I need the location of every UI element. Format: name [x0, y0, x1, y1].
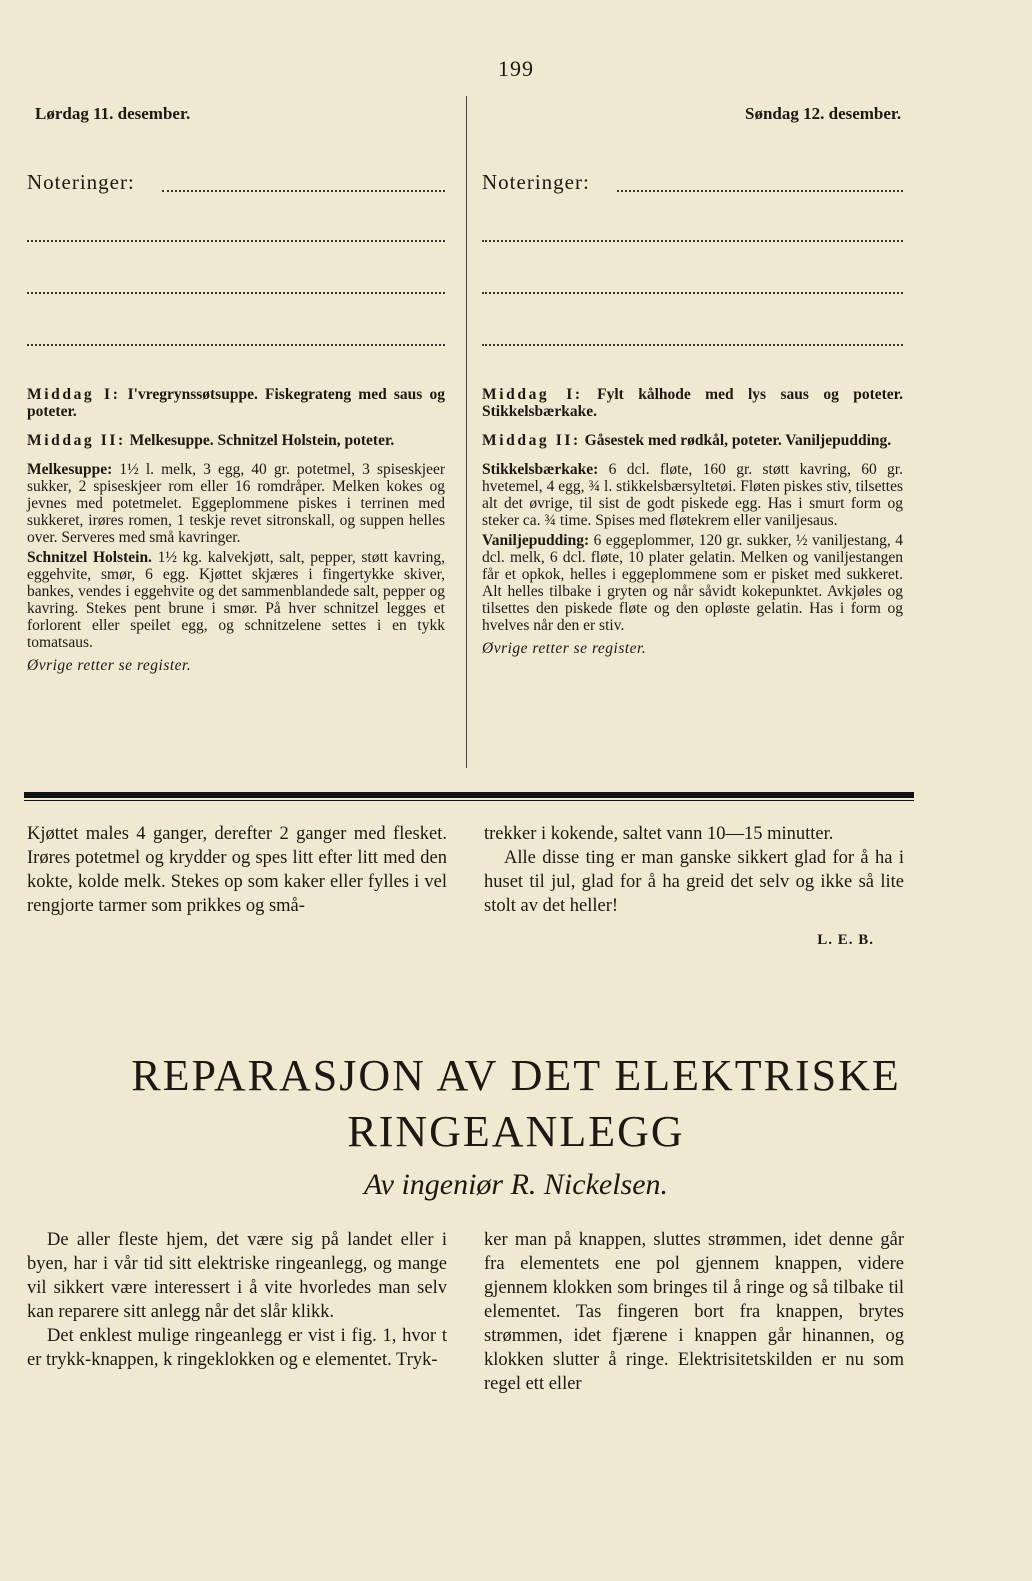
right-recipe-1-label: Stikkelsbærkake:	[482, 461, 599, 478]
right-menu-2-label: Middag II:	[482, 432, 581, 449]
left-recipe-2-text: 1½ kg. kalvekjøtt, salt, pepper, støtt kavring, eggehvite, smør, 6 egg. Kjøttet skjæres i fingertykke skiver, bankes, vendes i eggehvite og det sammenblandede salt, pepper og kavring. Stekes pent brune i smør. På hver schnitzel legges et forlorent eller speilet egg, og schnitzelene settes i en tykk tomatsaus.	[27, 549, 445, 651]
left-notes-label: Noteringer:	[27, 170, 135, 194]
article-left-column	[27, 1228, 447, 1372]
article-byline: Av ingeniør R. Nickelsen.	[363, 1168, 669, 1201]
right-notes-line-2	[482, 240, 903, 242]
right-notes-line-4	[482, 344, 903, 346]
left-notes-line-1	[162, 190, 445, 192]
left-notes-line-3	[27, 292, 445, 294]
left-menu-1	[27, 386, 445, 420]
continuation-left-text: Kjøttet males 4 ganger, derefter 2 ganger med flesket. Irøres potetmel og krydder og spes litt efter litt med den kokte, kolde melk. Stekes op som kaker eller fylles i vel rengjorte tarmer som prikkes og små-	[27, 824, 447, 916]
article-left-p2: Det enklest mulige ringeanlegg er vist i fig. 1, hvor t er trykk-knappen, k ringeklokken og e elementet. Tryk-	[27, 1326, 447, 1370]
right-recipe-1-text: 6 dcl. fløte, 160 gr. støtt kavring, 60 gr. hvetemel, 4 egg, ¾ l. stikkelsbærsyltetøi. Fløten piskes stiv, tilsettes alt det øvrige, til sist de godt piskede egg. Has i smurt form og steker ca. ¾ time. Spises med fløtekrem eller vaniljesaus.	[482, 461, 903, 529]
column-divider	[466, 96, 467, 768]
section-rule	[24, 792, 914, 798]
right-menu-2	[482, 432, 903, 449]
left-notes-line-4	[27, 344, 445, 346]
continuation-right	[484, 822, 904, 952]
right-register-note: Øvrige retter se register.	[482, 640, 647, 657]
left-menu-1-label: Middag I:	[27, 386, 121, 403]
article-title	[0, 1048, 1032, 1160]
page-number: 199	[498, 56, 534, 81]
right-recipe-2-text: 6 eggeplommer, 120 gr. sukker, ½ vaniljestang, 4 dcl. melk, 6 dcl. fløte, 10 plater gelatin. Melken og vaniljestangen får et opkok, helles i eggeplommene som er pisket med sukkeret. Alt helles tilbake i gryten og når såvidt kokepunktet. Avkjøles og tilsettes den piskede fløte og den opløste gelatin. Has i form og hvelves når den er stiv.	[482, 532, 903, 634]
signature: L. E. B.	[817, 932, 874, 948]
left-menu-2-text: Melkesuppe. Schnitzel Holstein, poteter.	[129, 432, 395, 449]
left-recipes	[27, 386, 445, 677]
article-left-p1: De aller fleste hjem, det være sig på landet eller i byen, har i vår tid sitt elektriske ringeanlegg, og mange vil sikkert være interessert i å vite hvorledes man selv kan reparere sitt anlegg når det slår klikk.	[27, 1230, 447, 1322]
section-rule-thin	[24, 800, 914, 801]
right-menu-1-label: Middag I:	[482, 386, 583, 403]
right-day-heading: Søndag 12. desember.	[745, 104, 902, 123]
left-recipe-1-label: Melkesuppe:	[27, 461, 113, 478]
left-menu-2	[27, 432, 445, 449]
right-recipes	[482, 386, 903, 660]
left-notes-line-2	[27, 240, 445, 242]
left-recipe-2-label: Schnitzel Holstein.	[27, 549, 152, 566]
article-right-column	[484, 1228, 904, 1396]
article-right-p1: ker man på knappen, sluttes strømmen, idet denne går fra elementets ene pol gjennem knappen, videre gjennem klokken som bringes til å ringe og så tilbake til elementet. Tas fingeren bort fra knappen, brytes strømmen, idet fjærene i knappen går hinannen, og klokken slutter å ringe. Elektrisitetskilden er nu som regel ett eller	[484, 1230, 904, 1394]
left-recipe-1-text: 1½ l. melk, 3 egg, 40 gr. potetmel, 3 spiseskjeer sukker, 2 spiseskjeer rom eller 16 romdråper. Melken kokes og jevnes med potetmelet. Eggeplommene piskes i terrinen med sukkeret, irøres romen, 1 teskje revet sitronskall, og suppen helles over. Serveres med små kavringer.	[27, 461, 446, 546]
left-menu-1-text: I'vregrynssøtsuppe. Fiskegrateng med saus og poteter.	[27, 386, 445, 420]
article-title-line-2: RINGEANLEGG	[347, 1107, 685, 1156]
right-menu-1-text: Fylt kålhode med lys saus og poteter. Stikkelsbærkake.	[482, 386, 904, 420]
continuation-right-p1: trekker i kokende, saltet vann 10—15 minutter.	[484, 824, 834, 844]
right-notes-line-1	[617, 190, 903, 192]
right-recipe-2	[482, 532, 903, 634]
right-menu-1	[482, 386, 903, 420]
left-menu-2-label: Middag II:	[27, 432, 126, 449]
continuation-right-p2: Alle disse ting er man ganske sikkert glad for å ha i huset til jul, glad for å ha greid det selv og ikke så lite stolt av det heller!	[484, 848, 904, 916]
left-day-heading: Lørdag 11. desember.	[35, 104, 191, 123]
continuation-left	[27, 822, 447, 918]
left-recipe-1	[27, 461, 445, 546]
right-recipe-1	[482, 461, 903, 529]
right-notes-line-3	[482, 292, 903, 294]
left-recipe-2	[27, 549, 445, 651]
left-register-note: Øvrige retter se register.	[27, 657, 192, 674]
article-title-line-1: REPARASJON AV DET ELEKTRISKE	[131, 1051, 901, 1100]
right-menu-2-text: Gåsestek med rødkål, poteter. Vaniljepudding.	[584, 432, 892, 449]
right-recipe-2-label: Vaniljepudding:	[482, 532, 590, 549]
right-notes-label: Noteringer:	[482, 170, 590, 194]
